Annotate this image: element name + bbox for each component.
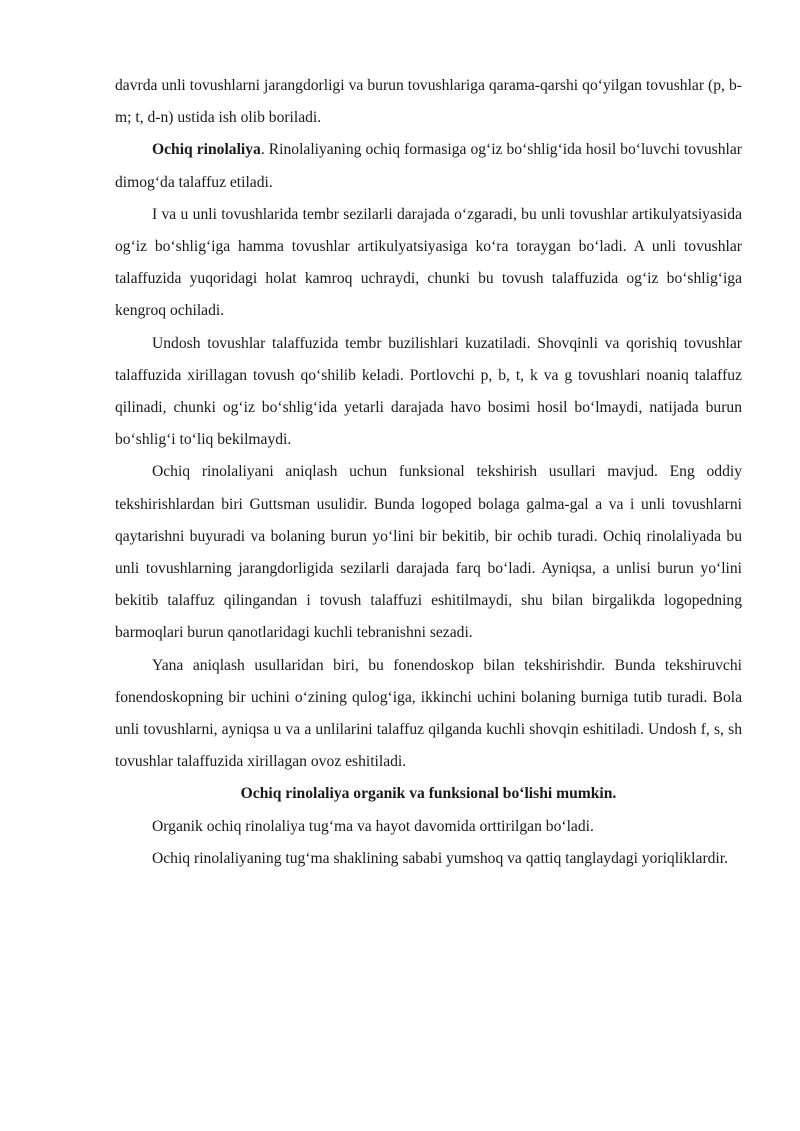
paragraph-continuation: davrda unli tovushlarni jarangdorligi va burun tovushlariga qarama-qarshi qo‘yilgan tovushlar (p, b-m; t, d-n) ustida ish olib boriladi. [115,77,742,127]
section-heading: Ochiq rinolaliya organik va funksional bo‘lishi mumkin. [240,785,617,803]
term-open-rhinolalia: Ochiq rinolaliya [152,141,261,159]
paragraph-organic: Organik ochiq rinolaliya tug‘ma va hayot davomida orttirilgan bo‘ladi. [152,817,594,835]
paragraph-vowels: I va u unli tovushlarida tembr sezilarli darajada o‘zgaradi, bu unli tovushlar artikulyatsiyasida og‘iz bo‘shlig‘iga hamma tovushlar artikulyatsiyasiga ko‘ra toraygan bo‘ladi. A unli tovushlar talaffuzida yuqoridagi holat kamroq uchraydi, chunki bu tovush talaffuzida og‘iz bo‘shlig‘iga kengroq ochiladi. [115,205,742,320]
document-page [115,70,742,875]
paragraph-guttsman-test: Ochiq rinolaliyani aniqlash uchun funksional tekshirish usullari mavjud. Eng oddiy tekshirishlardan biri Guttsman usulidir. Bunda logoped bolaga galma-gal a va i unli tovushlarni qaytarishni buyuradi va bolaning burun yo‘lini bir bekitib, bir ochib turadi. Ochiq rinolaliyada bu unli tovushlarning jarangdorligida sezilarli darajada farq bo‘ladi. Ayniqsa, a unlisi burun yo‘lini bekitib talaffuz qilingandan i tovush talaffuzi eshitilmaydi, shu bilan birgalikda logopedning barmoqlari burun qanotlaridagi kuchli tebranishni sezadi. [115,463,742,642]
paragraph-open-rhinolalia-definition [115,134,742,198]
paragraph-phonendoscope-test: Yana aniqlash usullaridan biri, bu fonendoskop bilan tekshirishdir. Bunda tekshiruvchi fonendoskopning bir uchini o‘zining qulog‘iga, ikkinchi uchini bolaning burniga tutib turadi. Bola unli tovushlarni, ayniqsa u va a unlilarini talaffuz qilganda kuchli shovqin eshitiladi. Undosh f, s, sh tovushlar talaffuzida xirillagan ovoz eshitiladi. [115,656,742,771]
definition-text: . Rinolaliyaning ochiq formasiga og‘iz bo‘shlig‘ida hosil bo‘luvchi tovushlar dimog‘da talaffuz etiladi. [115,141,742,191]
paragraph-consonants: Undosh tovushlar talaffuzida tembr buzilishlari kuzatiladi. Shovqinli va qorishiq tovushlar talaffuzida xirillagan tovush qo‘shilib keladi. Portlovchi p, b, t, k va g tovushlari noaniq talaffuz qilinadi, chunki og‘iz bo‘shlig‘ida yetarli darajada havo bosimi hosil bo‘lmaydi, natijada burun bo‘shlig‘i to‘liq bekilmaydi. [115,334,742,449]
paragraph-congenital-cause: Ochiq rinolaliyaning tug‘ma shaklining sababi yumshoq va qattiq tanglaydagi yoriqliklardir. [152,849,728,867]
